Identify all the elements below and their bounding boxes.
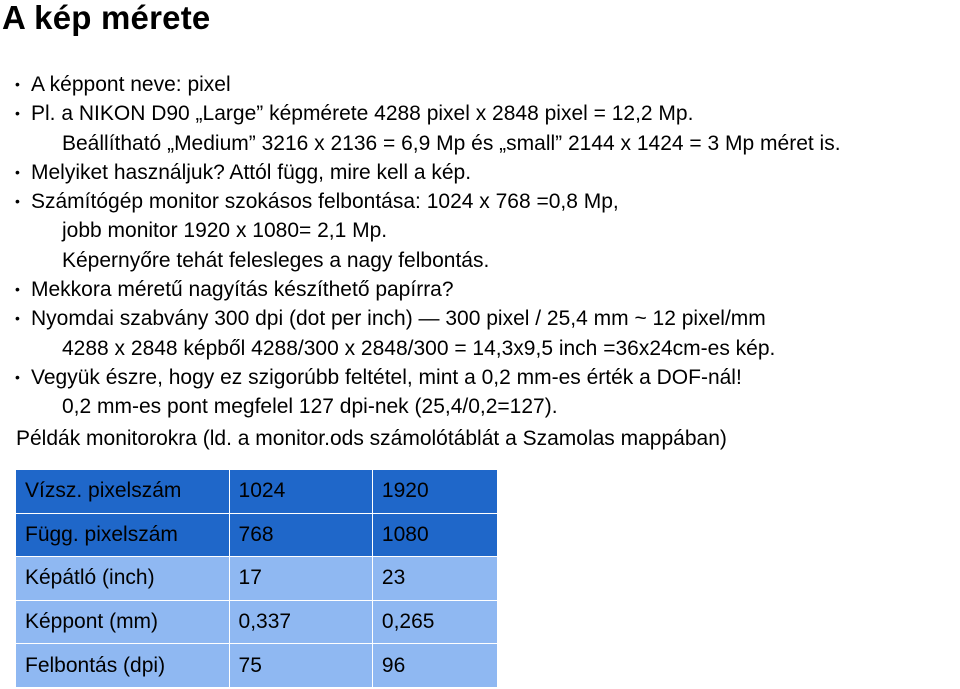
table-cell: 1024: [229, 470, 372, 514]
bullet-item: [0, 187, 960, 216]
table-cell: Vízsz. pixelszám: [16, 470, 230, 514]
monitor-examples-note: Példák monitorokra (ld. a monitor.ods számolótáblát a Szamolas mappában): [16, 427, 727, 450]
table-cell: 0,337: [229, 600, 372, 644]
bullet-list: [0, 70, 960, 422]
bullet-item: [0, 70, 960, 99]
bullet-icon: •: [15, 368, 20, 385]
bullet-item: [0, 275, 960, 304]
table-cell: 23: [372, 557, 497, 601]
table-row: [16, 644, 498, 688]
table-row: [16, 557, 498, 601]
bullet-text: Mekkora méretű nagyítás készíthető papírra?: [31, 278, 454, 302]
table-cell: 75: [229, 644, 372, 688]
bullet-text: Nyomdai szabvány 300 dpi (dot per inch) — 300 pixel / 25,4 mm ~ 12 pixel/mm: [31, 307, 766, 331]
table-cell: 0,265: [372, 600, 497, 644]
bullet-item: [0, 99, 960, 128]
table-cell: Felbontás (dpi): [16, 644, 230, 688]
table-row: [16, 470, 498, 514]
bullet-continuation: [0, 246, 960, 275]
table-cell: Függ. pixelszám: [16, 513, 230, 557]
bullet-icon: •: [15, 105, 20, 122]
bullet-text: Pl. a NIKON D90 „Large” képmérete 4288 pixel x 2848 pixel = 12,2 Mp.: [31, 102, 694, 126]
bullet-icon: •: [15, 310, 20, 327]
page-title: A kép mérete: [2, 0, 211, 36]
table-cell: Képátló (inch): [16, 557, 230, 601]
table-cell: 17: [229, 557, 372, 601]
table-cell: 768: [229, 513, 372, 557]
bullet-continuation: [0, 216, 960, 245]
bullet-continuation: [0, 129, 960, 158]
bullet-continuation: [0, 334, 960, 363]
bullet-icon: •: [15, 76, 20, 92]
bullet-text: 0,2 mm-es pont megfelel 127 dpi-nek (25,4/0,2=127).: [62, 395, 558, 419]
table-cell: 1920: [372, 470, 497, 514]
monitor-table: [15, 469, 498, 688]
bullet-item: [0, 158, 960, 187]
bullet-text: 4288 x 2848 képből 4288/300 x 2848/300 = 14,3x9,5 inch =36x24cm-es kép.: [62, 336, 776, 360]
table-row: [16, 600, 498, 644]
bullet-text: Képernyőre tehát felesleges a nagy felbontás.: [62, 248, 490, 272]
bullet-text: jobb monitor 1920 x 1080= 2,1 Mp.: [62, 219, 388, 243]
bullet-icon: •: [15, 281, 20, 298]
bullet-text: Számítógép monitor szokásos felbontása: 1024 x 768 =0,8 Mp,: [31, 190, 619, 214]
bullet-text: A képpont neve: pixel: [31, 73, 231, 96]
table-cell: 96: [372, 644, 497, 688]
bullet-item: [0, 363, 960, 392]
bullet-icon: •: [15, 193, 20, 210]
bullet-continuation: [0, 392, 960, 421]
bullet-text: Melyiket használjuk? Attól függ, mire kell a kép.: [31, 160, 472, 184]
table-row: [16, 513, 498, 557]
table-cell: 1080: [372, 513, 497, 557]
bullet-item: [0, 304, 960, 333]
bullet-text: Vegyük észre, hogy ez szigorúbb feltétel, mint a 0,2 mm-es érték a DOF-nál!: [31, 365, 742, 389]
table-cell: Képpont (mm): [16, 600, 230, 644]
bullet-text: Beállítható „Medium” 3216 x 2136 = 6,9 Mp és „small” 2144 x 1424 = 3 Mp méret is.: [62, 131, 841, 155]
bullet-icon: •: [15, 163, 20, 180]
